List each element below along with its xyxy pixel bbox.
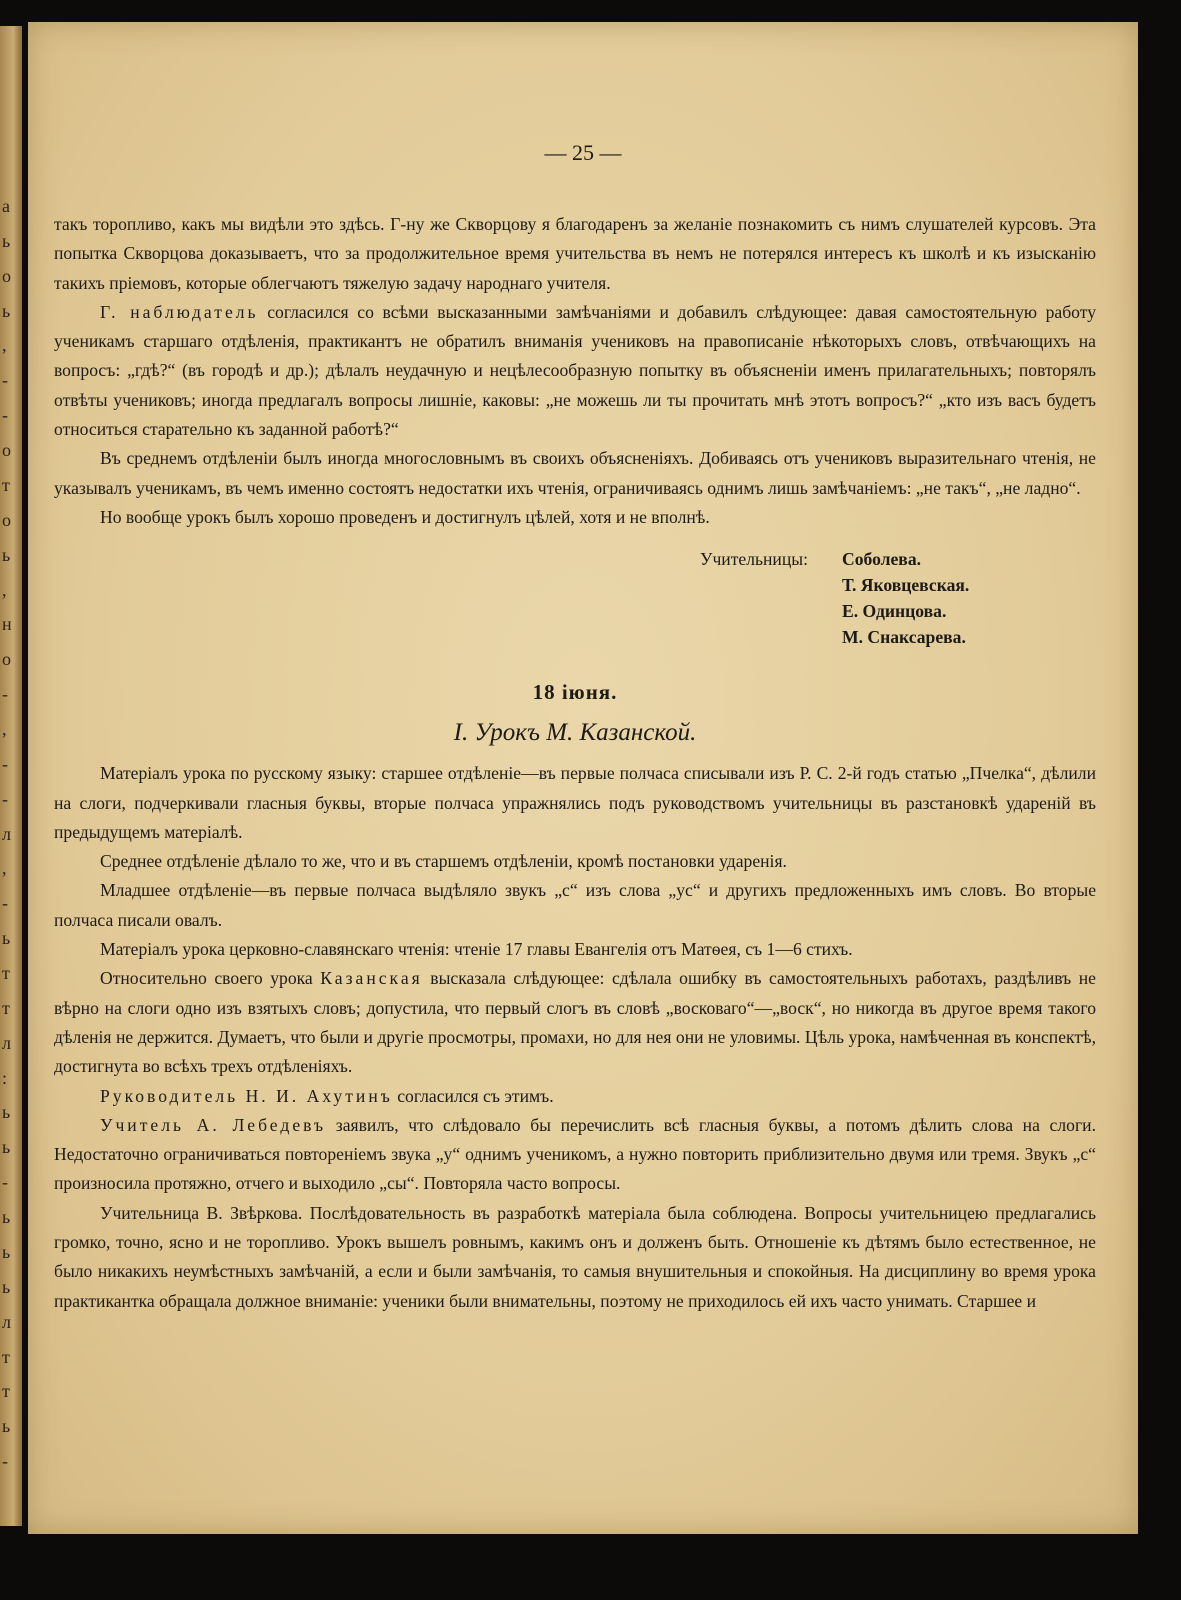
margin-fragment: т	[2, 1381, 10, 1402]
margin-fragment: ь	[2, 1102, 11, 1123]
paragraph-text: Но вообще урокъ былъ хорошо проведенъ и достигнулъ цѣлей, хотя и не вполнѣ.	[100, 506, 710, 527]
margin-fragment: -	[2, 370, 8, 391]
margin-fragment: -	[2, 1451, 8, 1472]
paragraph	[54, 847, 1096, 876]
lesson-heading: I. Урокъ М. Казанской.	[453, 719, 697, 747]
paragraph	[54, 444, 1096, 503]
paragraph	[54, 935, 1096, 964]
paragraph-text: высказала слѣдующее: сдѣлала ошибку въ самостоятельныхъ работахъ, раздѣливъ не вѣрно на слоги одно изъ взятыхъ словъ; допустила, что первый слогъ въ словѣ „восковаго“—„воск“, но никогда въ другое время такого дѣленія не держится. Думаетъ, что были и другіе просмотры, промахи, но для нея они не уловимы. Цѣль урока, намѣченная въ конспектѣ, достигнута во всѣхъ трехъ отдѣленіяхъ.	[54, 968, 1096, 1077]
signature-block	[700, 546, 1096, 650]
paragraph	[54, 298, 1096, 444]
book-page	[28, 22, 1138, 1534]
page-body	[54, 210, 1096, 1316]
margin-fragment: -	[2, 753, 8, 774]
paragraph-pre: Относительно своего урока	[100, 968, 321, 989]
signatures-lead: Учительницы:	[700, 549, 808, 570]
paragraph-lead: Казанская	[320, 968, 423, 989]
paragraph-text: такъ торопливо, какъ мы видѣли это здѣсь. Г-ну же Скворцову я благодаренъ за желаніе познакомить съ нимъ слушателей курсовъ. Эта попытка Скворцова доказываетъ, что за продолжительное время учительства въ немъ не потерялся интересъ къ школѣ и къ изысканію такихъ пріемовъ, которые облегчаютъ тяжелую задачу народнаго учителя.	[54, 214, 1096, 293]
margin-fragment: ь	[2, 928, 11, 949]
paragraph	[54, 759, 1096, 847]
paragraph-text: Въ среднемъ отдѣленіи былъ иногда многословнымъ въ своихъ объясненіяхъ. Добиваясь отъ учениковъ выразительнаго чтенія, не указывалъ ученикамъ, въ чемъ именно состоятъ недостатки ихъ чтенія, ограничиваясь однимъ лишь замѣчаніемъ: „не такъ“, „не ладно“.	[54, 448, 1096, 498]
margin-fragment: т	[2, 1346, 10, 1367]
margin-fragment: т	[2, 474, 10, 495]
paragraph-text: Матеріалъ урока по русскому языку: старшее отдѣленіе—въ первые полчаса списывали изъ Р. С. 2-й годъ статью „Пчелка“, дѣлили на слоги, подчеркивали гласныя буквы, вторые полчаса упражнялись подъ руководствомъ учительницы въ разстановкѣ удареній въ предыдущемъ матеріалѣ.	[54, 763, 1096, 842]
margin-fragment: ь	[2, 1276, 11, 1297]
margin-fragment: ь	[2, 1241, 11, 1262]
paragraph	[54, 1199, 1096, 1316]
adjacent-page-edge	[0, 26, 22, 1526]
margin-fragment: н	[2, 614, 12, 635]
margin-fragment: -	[2, 788, 8, 809]
paragraph-lead: Учитель А. Лебедевъ	[100, 1114, 327, 1135]
paragraph	[54, 503, 1096, 532]
paragraph-block	[54, 210, 1096, 532]
paragraph	[54, 1111, 1096, 1199]
signature-name: Соболева.	[842, 549, 922, 570]
margin-fragment: ,	[2, 335, 7, 356]
margin-fragment: л	[2, 1032, 11, 1053]
margin-fragment: ,	[2, 858, 7, 879]
paragraph	[54, 964, 1096, 1081]
margin-fragment: т	[2, 963, 10, 984]
margin-fragment: -	[2, 684, 8, 705]
margin-fragment: о	[2, 265, 11, 286]
paragraph-text: Младшее отдѣленіе—въ первые полчаса выдѣляло звукъ „с“ изъ слова „ус“ и другихъ предложенныхъ имъ словъ. Во вторые полчаса писали овалъ.	[54, 880, 1096, 930]
margin-fragment: ,	[2, 718, 7, 739]
paragraph	[54, 210, 1096, 298]
margin-fragment: :	[2, 1067, 8, 1088]
paragraph-text: заявилъ, что слѣдовало бы перечислить всѣ гласныя буквы, а потомъ дѣлить слова на слоги. Недостаточно ограничиваться повтореніемъ звука „у“ однимъ ученикомъ, а нужно повторить приблизительно двумя или тремя. Звукъ „с“ произносила протяжно, отчего и выходило „сы“. Повторяла часто вопросы.	[54, 1114, 1096, 1194]
paragraph-text: согласился со всѣми высказанными замѣчаніями и добавилъ слѣдующее: давая самостоятельную работу ученикамъ старшаго отдѣленія, практикантъ не обратилъ вниманія учениковъ на правописаніе нѣкоторыхъ словъ, отвѣчающихъ на вопросъ: „гдѣ?“ (въ городѣ и др.); дѣлалъ неудачную и нецѣлесообразную попытку въ объясненіи именъ прилагательныхъ; повторялъ отвѣты учениковъ; иногда предлагалъ вопросы лишніе, каковы: „не можешь ли ты прочитать мнѣ этотъ вопросъ?“ „кто изъ васъ будетъ относиться старательно къ заданной работѣ?“	[54, 301, 1097, 440]
margin-fragment: ь	[2, 300, 11, 321]
paragraph	[54, 876, 1096, 935]
margin-fragment: т	[2, 997, 10, 1018]
margin-fragment: ь	[2, 230, 11, 251]
margin-fragment: а	[2, 196, 10, 216]
signature-name: Е. Одинцова.	[842, 601, 947, 622]
margin-fragment: л	[2, 1311, 11, 1332]
margin-fragment: -	[2, 405, 8, 426]
paragraph-text: Матеріалъ урока церковно-славянскаго чтенія: чтеніе 17 главы Евангелія отъ Матѳея, съ 1—6 стихъ.	[100, 939, 853, 960]
margin-fragment: о	[2, 649, 11, 670]
margin-fragment: ь	[2, 1137, 11, 1158]
margin-fragment: о	[2, 440, 11, 461]
margin-fragment: -	[2, 1172, 8, 1193]
signature-name: М. Снаксарева.	[842, 627, 966, 648]
margin-fragment: ,	[2, 579, 7, 600]
paragraph-lead: Г. наблюдатель	[100, 301, 259, 322]
paragraph	[54, 1082, 1096, 1111]
margin-fragment: ь	[2, 1416, 11, 1437]
paragraph-text: Учительница В. Звѣркова. Послѣдовательность въ разработкѣ матеріала была соблюдена. Вопросы учительницею предлагались громко, точно, ясно и не торопливо. Урокъ вышелъ ровнымъ, какимъ онъ и долженъ быть. Отношеніе къ дѣтямъ было естественное, не было никакихъ неумѣстныхъ замѣчаній, а если и были замѣчанія, то самыя внушительныя и спокойныя. На дисциплину во время урока практикантка обращала должное вниманіе: ученики были внимательны, поэтому не приходилось ей ихъ часто унимать. Старшее и	[54, 1202, 1096, 1311]
paragraph-lead: Руководитель Н. И. Ахутинъ	[100, 1085, 393, 1106]
signature-name: Т. Яковцевская.	[842, 575, 970, 596]
margin-fragment: ь	[2, 544, 11, 565]
page-number: — 25 —	[544, 140, 622, 165]
paragraph-text: согласился съ этимъ.	[392, 1085, 554, 1106]
date-heading: 18 іюня.	[532, 680, 618, 705]
paragraph-text: Среднее отдѣленіе дѣлало то же, что и въ старшемъ отдѣленіи, кромѣ постановки ударенія.	[100, 851, 787, 872]
margin-fragment: л	[2, 823, 11, 844]
lesson-paragraph-block	[54, 759, 1096, 1316]
margin-fragment: ь	[2, 1207, 11, 1228]
margin-fragment: о	[2, 509, 11, 530]
margin-fragment: -	[2, 893, 8, 914]
